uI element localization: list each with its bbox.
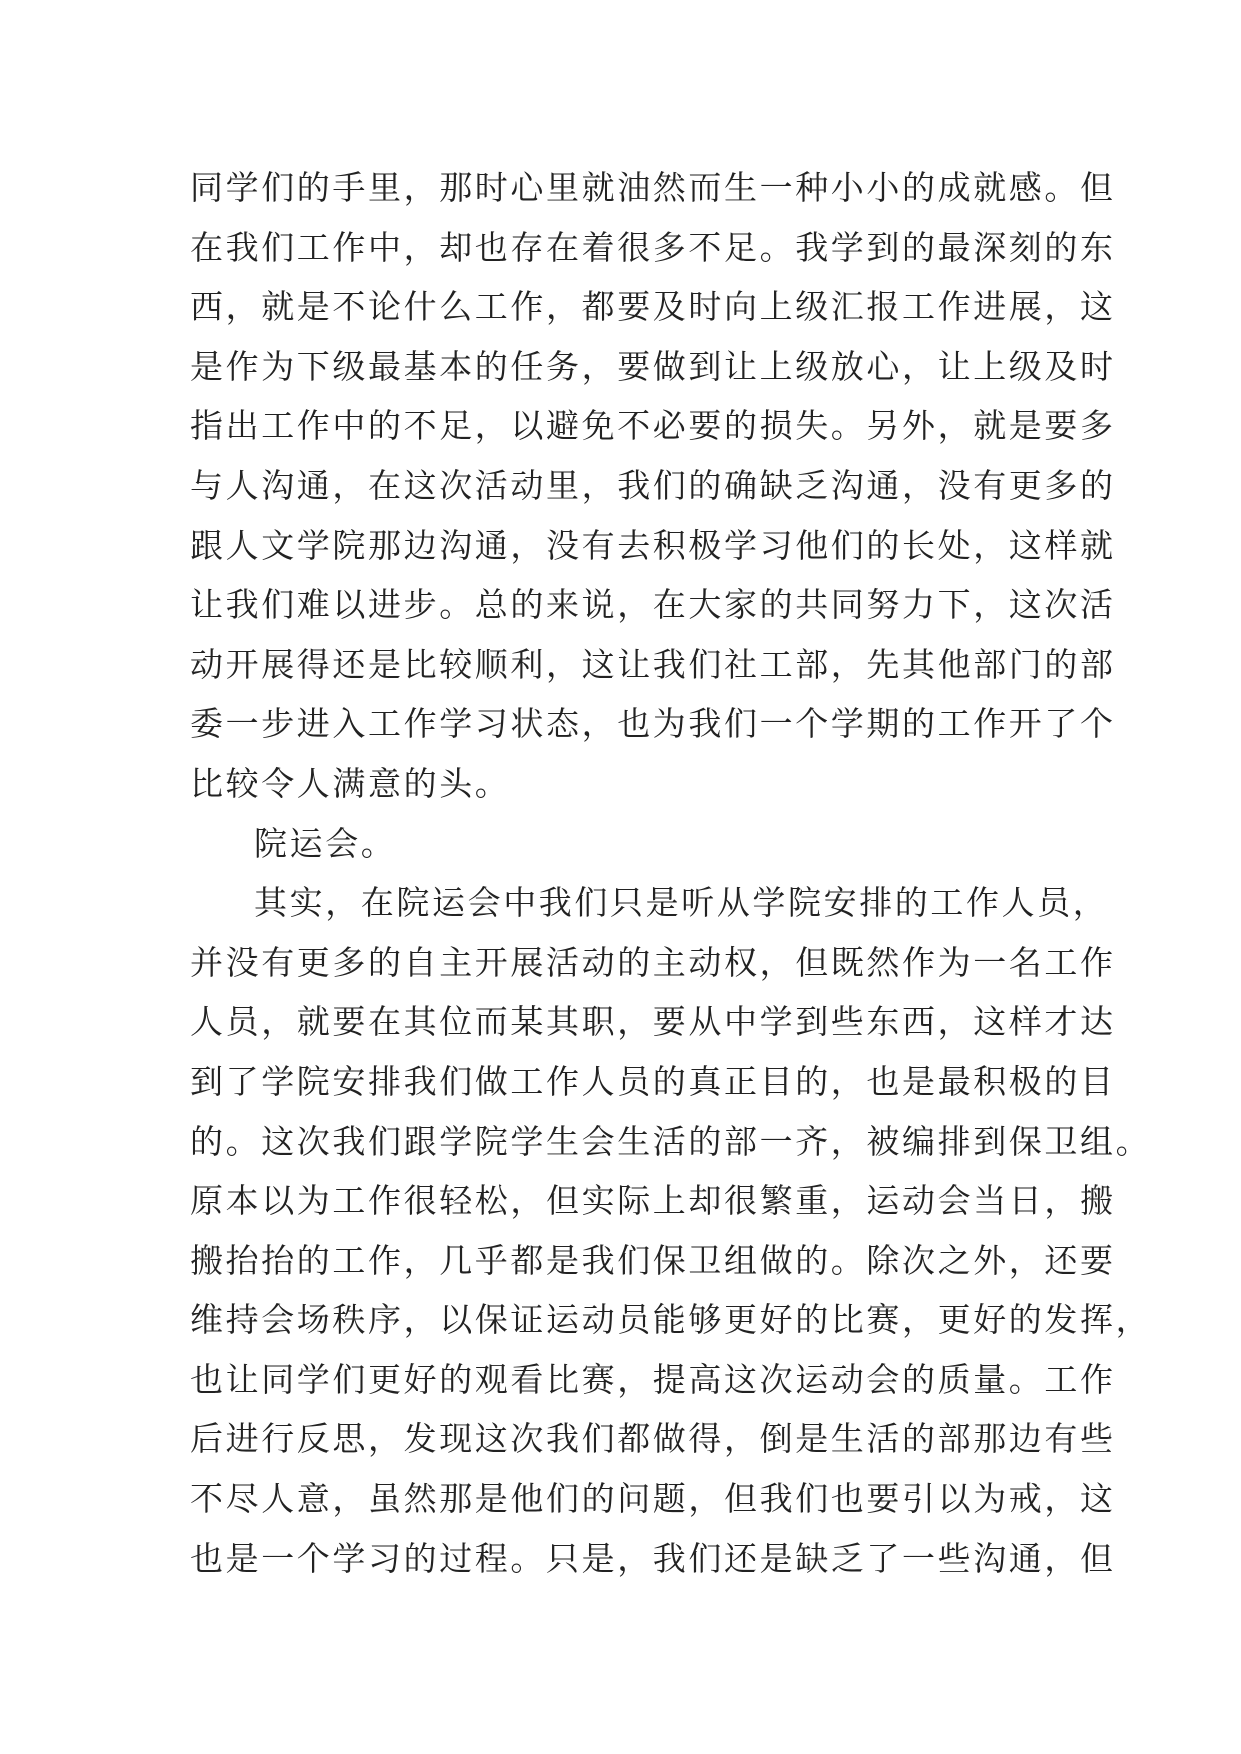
section-heading: 院运会。 [254, 823, 397, 863]
body-text [190, 158, 1152, 1588]
text-line: 到了学院安排我们做工作人员的真正目的，也是最积极的目 [190, 1061, 1116, 1101]
paragraph-start-line: 其实，在院运会中我们只是听从学院安排的工作人员， [254, 883, 1109, 923]
text-line: 搬抬抬的工作，几乎都是我们保卫组做的。除次之外，还要 [190, 1240, 1116, 1280]
text-line: 原本以为工作很轻松，但实际上却很繁重，运动会当日，搬 [190, 1181, 1116, 1221]
text-line: 不尽人意，虽然那是他们的问题，但我们也要引以为戒，这 [190, 1479, 1116, 1519]
text-line: 在我们工作中，却也存在着很多不足。我学到的最深刻的东 [190, 227, 1116, 267]
text-line: 指出工作中的不足，以避免不必要的损失。另外，就是要多 [190, 406, 1116, 446]
text-line: 维持会场秩序，以保证运动员能够更好的比赛，更好的发挥， [190, 1300, 1152, 1340]
text-line: 与人沟通，在这次活动里，我们的确缺乏沟通，没有更多的 [190, 465, 1116, 505]
text-line: 并没有更多的自主开展活动的主动权，但既然作为一名工作 [190, 942, 1116, 982]
text-line: 跟人文学院那边沟通，没有去积极学习他们的长处，这样就 [190, 525, 1116, 565]
text-line: 同学们的手里，那时心里就油然而生一种小小的成就感。但 [190, 168, 1116, 207]
text-line: 委一步进入工作学习状态，也为我们一个学期的工作开了个 [190, 704, 1116, 744]
text-line: 是作为下级最基本的任务，要做到让上级放心，让上级及时 [190, 346, 1116, 386]
text-line: 的。这次我们跟学院学生会生活的部一齐，被编排到保卫组。 [190, 1121, 1152, 1161]
text-line: 比较令人满意的头。 [190, 763, 511, 803]
text-line: 也让同学们更好的观看比赛，提高这次运动会的质量。工作 [190, 1359, 1116, 1399]
text-line: 也是一个学习的过程。只是，我们还是缺乏了一些沟通，但 [190, 1538, 1116, 1578]
text-line: 让我们难以进步。总的来说，在大家的共同努力下，这次活 [190, 585, 1116, 625]
text-line: 后进行反思，发现这次我们都做得，倒是生活的部那边有些 [190, 1419, 1116, 1459]
text-line: 动开展得还是比较顺利，这让我们社工部，先其他部门的部 [190, 644, 1116, 684]
text-line: 人员，就要在其位而某其职，要从中学到些东西，这样才达 [190, 1002, 1116, 1042]
text-line: 西，就是不论什么工作，都要及时向上级汇报工作进展，这 [190, 287, 1116, 327]
